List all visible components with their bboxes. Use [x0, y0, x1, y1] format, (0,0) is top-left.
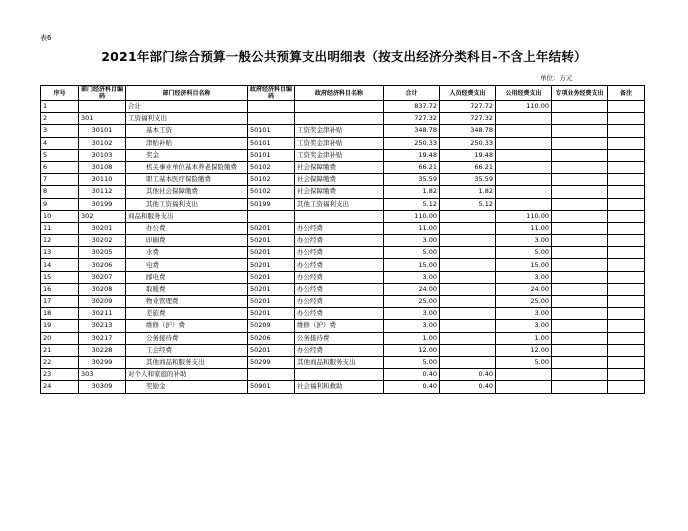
dept-econ-code: 30201 — [79, 222, 126, 234]
public-cell: 5.00 — [496, 356, 552, 368]
total-cell: 12.00 — [384, 344, 440, 356]
column-header: 序号 — [41, 86, 79, 101]
note-cell — [608, 210, 645, 222]
personnel-cell: 35.59 — [440, 174, 496, 186]
special-cell — [552, 332, 608, 344]
personnel-cell: 1.82 — [440, 186, 496, 198]
dept-econ-name: 邮电费 — [126, 271, 248, 283]
column-header: 人员经费支出 — [440, 86, 496, 101]
dept-econ-code: 30208 — [79, 283, 126, 295]
gov-econ-code — [248, 101, 295, 113]
note-cell — [608, 137, 645, 149]
gov-econ-name: 办公经费 — [295, 308, 384, 320]
total-cell: 3.00 — [384, 235, 440, 247]
dept-econ-code: 302 — [79, 210, 126, 222]
total-cell: 0.40 — [384, 369, 440, 381]
row-number: 17 — [41, 296, 79, 308]
gov-econ-code: 50201 — [248, 308, 295, 320]
row-number: 4 — [41, 137, 79, 149]
public-cell: 11.00 — [496, 222, 552, 234]
row-number: 15 — [41, 271, 79, 283]
gov-econ-code: 50201 — [248, 247, 295, 259]
public-cell: 3.00 — [496, 235, 552, 247]
table-row — [41, 247, 645, 259]
personnel-cell: 250.33 — [440, 137, 496, 149]
dept-econ-code: 30299 — [79, 356, 126, 368]
row-number: 8 — [41, 186, 79, 198]
gov-econ-name — [295, 369, 384, 381]
personnel-cell — [440, 283, 496, 295]
table-row — [41, 235, 645, 247]
public-cell: 110.00 — [496, 101, 552, 113]
gov-econ-code: 50201 — [248, 344, 295, 356]
total-cell: 5.00 — [384, 247, 440, 259]
dept-econ-code — [79, 101, 126, 113]
dept-econ-code: 30228 — [79, 344, 126, 356]
dept-econ-code: 30205 — [79, 247, 126, 259]
special-cell — [552, 101, 608, 113]
note-cell — [608, 344, 645, 356]
row-number: 14 — [41, 259, 79, 271]
gov-econ-code: 50102 — [248, 174, 295, 186]
public-cell: 5.00 — [496, 247, 552, 259]
personnel-cell — [440, 222, 496, 234]
gov-econ-name: 其他商品和服务支出 — [295, 356, 384, 368]
dept-econ-code: 30102 — [79, 137, 126, 149]
row-number: 2 — [41, 113, 79, 125]
total-cell: 19.48 — [384, 149, 440, 161]
special-cell — [552, 174, 608, 186]
dept-econ-name: 公务接待费 — [126, 332, 248, 344]
gov-econ-name: 办公经费 — [295, 344, 384, 356]
dept-econ-name: 津贴补贴 — [126, 137, 248, 149]
table-row — [41, 320, 645, 332]
column-header: 合计 — [384, 86, 440, 101]
dept-econ-name: 其他工资福利支出 — [126, 198, 248, 210]
note-cell — [608, 296, 645, 308]
public-cell — [496, 113, 552, 125]
dept-econ-code: 30206 — [79, 259, 126, 271]
note-cell — [608, 101, 645, 113]
personnel-cell — [440, 247, 496, 259]
table-row — [41, 259, 645, 271]
gov-econ-code: 50201 — [248, 296, 295, 308]
gov-econ-code: 50102 — [248, 161, 295, 173]
personnel-cell — [440, 308, 496, 320]
dept-econ-code: 30108 — [79, 161, 126, 173]
dept-econ-name: 对个人和家庭的补助 — [126, 369, 248, 381]
public-cell: 1.00 — [496, 332, 552, 344]
dept-econ-code: 30202 — [79, 235, 126, 247]
dept-econ-code: 30101 — [79, 125, 126, 137]
gov-econ-code: 50199 — [248, 198, 295, 210]
note-cell — [608, 308, 645, 320]
dept-econ-code: 301 — [79, 113, 126, 125]
public-cell: 15.00 — [496, 259, 552, 271]
gov-econ-name: 办公经费 — [295, 283, 384, 295]
special-cell — [552, 369, 608, 381]
dept-econ-name: 取暖费 — [126, 283, 248, 295]
gov-econ-code — [248, 210, 295, 222]
gov-econ-name: 其他工资福利支出 — [295, 198, 384, 210]
gov-econ-code — [248, 113, 295, 125]
special-cell — [552, 283, 608, 295]
special-cell — [552, 235, 608, 247]
special-cell — [552, 344, 608, 356]
table-row — [41, 210, 645, 222]
personnel-cell: 5.12 — [440, 198, 496, 210]
table-row — [41, 174, 645, 186]
dept-econ-name: 职工基本医疗保险缴费 — [126, 174, 248, 186]
dept-econ-name: 工会经费 — [126, 344, 248, 356]
gov-econ-code: 50201 — [248, 283, 295, 295]
personnel-cell: 348.78 — [440, 125, 496, 137]
personnel-cell — [440, 210, 496, 222]
personnel-cell: 727.72 — [440, 101, 496, 113]
personnel-cell — [440, 344, 496, 356]
special-cell — [552, 198, 608, 210]
table-row — [41, 344, 645, 356]
gov-econ-name: 办公经费 — [295, 259, 384, 271]
personnel-cell — [440, 271, 496, 283]
gov-econ-code — [248, 369, 295, 381]
table-row — [41, 101, 645, 113]
special-cell — [552, 186, 608, 198]
special-cell — [552, 247, 608, 259]
public-cell — [496, 125, 552, 137]
total-cell: 3.00 — [384, 271, 440, 283]
row-number: 24 — [41, 381, 79, 393]
public-cell: 25.00 — [496, 296, 552, 308]
special-cell — [552, 320, 608, 332]
table-row — [41, 369, 645, 381]
row-number: 16 — [41, 283, 79, 295]
dept-econ-name: 办公费 — [126, 222, 248, 234]
row-number: 1 — [41, 101, 79, 113]
dept-econ-name: 合计 — [126, 101, 248, 113]
column-header: 政府经济科目编码 — [248, 86, 295, 101]
special-cell — [552, 381, 608, 393]
gov-econ-code: 50206 — [248, 332, 295, 344]
table-row — [41, 332, 645, 344]
gov-econ-name: 社会保障缴费 — [295, 161, 384, 173]
personnel-cell — [440, 332, 496, 344]
total-cell: 110.00 — [384, 210, 440, 222]
gov-econ-code: 50101 — [248, 149, 295, 161]
personnel-cell: 727.32 — [440, 113, 496, 125]
column-header: 公用经费支出 — [496, 86, 552, 101]
public-cell: 3.00 — [496, 308, 552, 320]
gov-econ-name — [295, 113, 384, 125]
personnel-cell — [440, 259, 496, 271]
dept-econ-name: 其他商品和服务支出 — [126, 356, 248, 368]
public-cell: 3.00 — [496, 320, 552, 332]
special-cell — [552, 271, 608, 283]
row-number: 13 — [41, 247, 79, 259]
column-header: 备注 — [608, 86, 645, 101]
public-cell — [496, 149, 552, 161]
special-cell — [552, 137, 608, 149]
dept-econ-code: 30199 — [79, 198, 126, 210]
personnel-cell: 66.21 — [440, 161, 496, 173]
dept-econ-name: 电费 — [126, 259, 248, 271]
gov-econ-name — [295, 210, 384, 222]
gov-econ-name: 社会福利和救助 — [295, 381, 384, 393]
row-number: 5 — [41, 149, 79, 161]
note-cell — [608, 320, 645, 332]
public-cell: 24.00 — [496, 283, 552, 295]
personnel-cell: 0.40 — [440, 369, 496, 381]
dept-econ-code: 30110 — [79, 174, 126, 186]
total-cell: 11.00 — [384, 222, 440, 234]
row-number: 21 — [41, 344, 79, 356]
note-cell — [608, 283, 645, 295]
total-cell: 5.00 — [384, 356, 440, 368]
row-number: 18 — [41, 308, 79, 320]
total-cell: 348.78 — [384, 125, 440, 137]
total-cell: 250.33 — [384, 137, 440, 149]
gov-econ-name: 维修（护）费 — [295, 320, 384, 332]
personnel-cell: 19.48 — [440, 149, 496, 161]
row-number: 11 — [41, 222, 79, 234]
dept-econ-code: 30217 — [79, 332, 126, 344]
note-cell — [608, 198, 645, 210]
total-cell: 25.00 — [384, 296, 440, 308]
note-cell — [608, 356, 645, 368]
gov-econ-code: 50201 — [248, 271, 295, 283]
column-header: 专项业务经费支出 — [552, 86, 608, 101]
gov-econ-code: 50201 — [248, 222, 295, 234]
note-cell — [608, 332, 645, 344]
row-number: 22 — [41, 356, 79, 368]
gov-econ-code: 50102 — [248, 186, 295, 198]
table-row — [41, 296, 645, 308]
unit-label: 单位：万元 — [540, 74, 573, 82]
note-cell — [608, 235, 645, 247]
note-cell — [608, 186, 645, 198]
personnel-cell — [440, 356, 496, 368]
special-cell — [552, 161, 608, 173]
special-cell — [552, 210, 608, 222]
gov-econ-name: 办公经费 — [295, 235, 384, 247]
table-row — [41, 198, 645, 210]
row-number: 20 — [41, 332, 79, 344]
gov-econ-name: 工资奖金津补贴 — [295, 149, 384, 161]
public-cell — [496, 369, 552, 381]
page-title: 2021年部门综合预算一般公共预算支出明细表（按支出经济分类科目-不含上年结转） — [101, 49, 587, 64]
total-cell: 15.00 — [384, 259, 440, 271]
dept-econ-name: 维修（护）费 — [126, 320, 248, 332]
gov-econ-name: 社会保障缴费 — [295, 174, 384, 186]
gov-econ-name: 公务接待费 — [295, 332, 384, 344]
row-number: 9 — [41, 198, 79, 210]
dept-econ-code: 30209 — [79, 296, 126, 308]
table-row — [41, 283, 645, 295]
table-body — [41, 101, 645, 394]
note-cell — [608, 381, 645, 393]
note-cell — [608, 247, 645, 259]
column-header: 政府经济科目名称 — [295, 86, 384, 101]
row-number: 6 — [41, 161, 79, 173]
table-row — [41, 113, 645, 125]
gov-econ-name — [295, 101, 384, 113]
gov-econ-name: 办公经费 — [295, 247, 384, 259]
table-row — [41, 271, 645, 283]
gov-econ-name: 办公经费 — [295, 296, 384, 308]
dept-econ-code: 303 — [79, 369, 126, 381]
gov-econ-code: 50901 — [248, 381, 295, 393]
note-cell — [608, 161, 645, 173]
row-number: 7 — [41, 174, 79, 186]
dept-econ-code: 30112 — [79, 186, 126, 198]
dept-econ-name: 印刷费 — [126, 235, 248, 247]
special-cell — [552, 222, 608, 234]
gov-econ-name: 办公经费 — [295, 271, 384, 283]
dept-econ-name: 奖励金 — [126, 381, 248, 393]
gov-econ-code: 50209 — [248, 320, 295, 332]
total-cell: 837.72 — [384, 101, 440, 113]
personnel-cell — [440, 296, 496, 308]
public-cell — [496, 186, 552, 198]
dept-econ-name: 物业管理费 — [126, 296, 248, 308]
note-cell — [608, 259, 645, 271]
dept-econ-name: 机关事业单位基本养老保险缴费 — [126, 161, 248, 173]
gov-econ-code: 50201 — [248, 259, 295, 271]
dept-econ-code: 30309 — [79, 381, 126, 393]
gov-econ-code: 50101 — [248, 137, 295, 149]
total-cell: 5.12 — [384, 198, 440, 210]
total-cell: 24.00 — [384, 283, 440, 295]
gov-econ-name: 工资奖金津补贴 — [295, 137, 384, 149]
special-cell — [552, 259, 608, 271]
total-cell: 3.00 — [384, 308, 440, 320]
table-row — [41, 161, 645, 173]
special-cell — [552, 296, 608, 308]
note-cell — [608, 113, 645, 125]
dept-econ-code: 30207 — [79, 271, 126, 283]
dept-econ-name: 其他社会保障缴费 — [126, 186, 248, 198]
public-cell — [496, 381, 552, 393]
row-number: 19 — [41, 320, 79, 332]
personnel-cell — [440, 320, 496, 332]
row-number: 23 — [41, 369, 79, 381]
table-number-label: 表6 — [40, 34, 52, 42]
gov-econ-code: 50201 — [248, 235, 295, 247]
special-cell — [552, 356, 608, 368]
total-cell: 0.40 — [384, 381, 440, 393]
gov-econ-name: 社会保障缴费 — [295, 186, 384, 198]
gov-econ-code: 50101 — [248, 125, 295, 137]
special-cell — [552, 113, 608, 125]
row-number: 3 — [41, 125, 79, 137]
column-header: 部门经济科目名称 — [126, 86, 248, 101]
gov-econ-code: 50299 — [248, 356, 295, 368]
dept-econ-code: 30213 — [79, 320, 126, 332]
table-row — [41, 222, 645, 234]
dept-econ-code: 30103 — [79, 149, 126, 161]
special-cell — [552, 308, 608, 320]
column-header: 部门经济科目编码 — [79, 86, 126, 101]
table-row — [41, 137, 645, 149]
dept-econ-name: 水费 — [126, 247, 248, 259]
row-number: 10 — [41, 210, 79, 222]
total-cell: 35.59 — [384, 174, 440, 186]
public-cell — [496, 198, 552, 210]
total-cell: 3.00 — [384, 320, 440, 332]
table-row — [41, 186, 645, 198]
total-cell: 1.00 — [384, 332, 440, 344]
table-row — [41, 381, 645, 393]
gov-econ-name: 工资奖金津补贴 — [295, 125, 384, 137]
note-cell — [608, 222, 645, 234]
note-cell — [608, 369, 645, 381]
public-cell — [496, 161, 552, 173]
gov-econ-name: 办公经费 — [295, 222, 384, 234]
table-row — [41, 125, 645, 137]
public-cell: 110.00 — [496, 210, 552, 222]
public-cell — [496, 137, 552, 149]
dept-econ-name: 工资福利支出 — [126, 113, 248, 125]
note-cell — [608, 149, 645, 161]
row-number: 12 — [41, 235, 79, 247]
total-cell: 66.21 — [384, 161, 440, 173]
note-cell — [608, 174, 645, 186]
total-cell: 1.82 — [384, 186, 440, 198]
expenditure-table — [40, 85, 645, 394]
dept-econ-name: 差旅费 — [126, 308, 248, 320]
table-header-row — [41, 86, 645, 101]
dept-econ-code: 30211 — [79, 308, 126, 320]
table-row — [41, 149, 645, 161]
table-row — [41, 308, 645, 320]
public-cell — [496, 174, 552, 186]
note-cell — [608, 271, 645, 283]
table-row — [41, 356, 645, 368]
personnel-cell — [440, 235, 496, 247]
dept-econ-name: 基本工资 — [126, 125, 248, 137]
public-cell: 12.00 — [496, 344, 552, 356]
dept-econ-name: 商品和服务支出 — [126, 210, 248, 222]
note-cell — [608, 125, 645, 137]
special-cell — [552, 149, 608, 161]
total-cell: 727.32 — [384, 113, 440, 125]
public-cell: 3.00 — [496, 271, 552, 283]
dept-econ-name: 奖金 — [126, 149, 248, 161]
special-cell — [552, 125, 608, 137]
personnel-cell: 0.40 — [440, 381, 496, 393]
